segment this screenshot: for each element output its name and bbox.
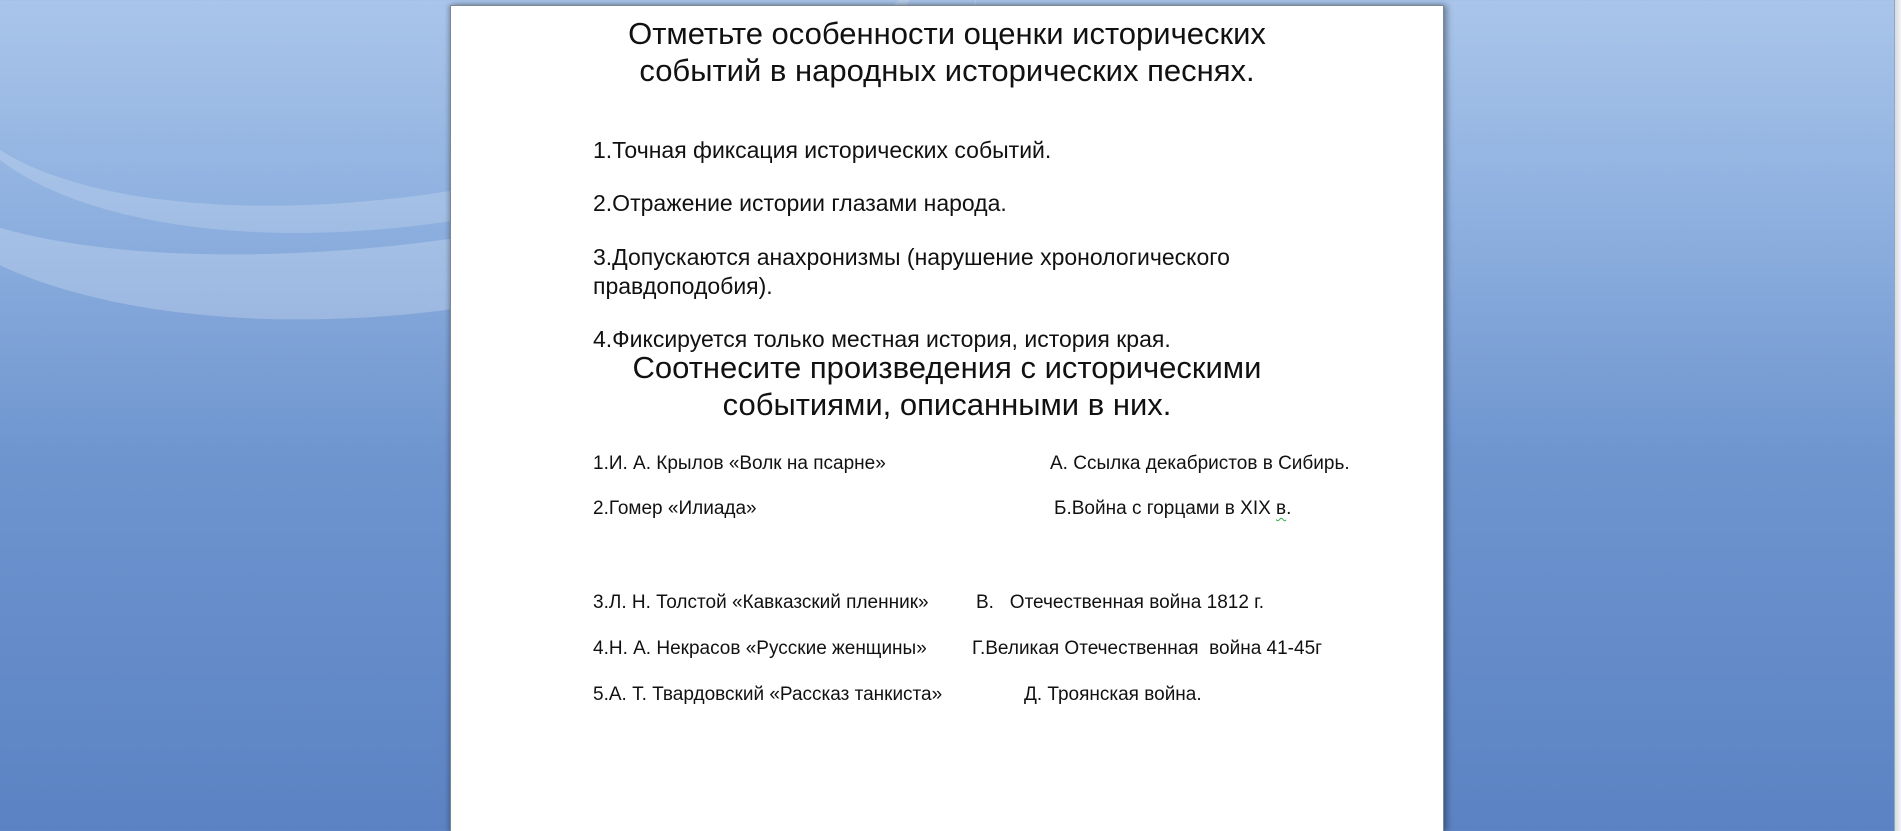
- event-item-b: [1054, 498, 1291, 520]
- heading-features: [451, 15, 1443, 89]
- document-page: [450, 5, 1444, 831]
- heading-matching-line-1: Соотнесите произведения с историческими: [632, 350, 1262, 385]
- event-item-g: Г.Великая Отечественная война 41-45г: [972, 638, 1323, 659]
- work-item-3: 3.Л. Н. Толстой «Кавказский пленник»: [593, 592, 929, 613]
- work-item-2: 2.Гомер «Илиада»: [593, 498, 757, 519]
- event-item-v: В. Отечественная война 1812 г.: [976, 592, 1265, 613]
- event-item-a: А. Ссылка декабристов в Сибирь.: [1050, 453, 1350, 474]
- heading-matching-line-2: событиями, описанными в них.: [722, 387, 1172, 422]
- event-item-b-text: Б.Война с горцами в XIX: [1054, 498, 1277, 519]
- heading-matching: [451, 349, 1443, 423]
- feature-item-2: 2.Отражение истории глазами народа.: [593, 190, 1007, 216]
- feature-item-3: 3.Допускаются анахронизмы (нарушение хронологического: [593, 244, 1230, 270]
- feature-item-1: 1.Точная фиксация исторических событий.: [593, 137, 1052, 163]
- event-item-b-end: .: [1286, 498, 1292, 519]
- work-item-5: 5.А. Т. Твардовский «Рассказ танкиста»: [593, 684, 943, 705]
- vertical-scrollbar[interactable]: [1894, 0, 1901, 831]
- spellcheck-flag[interactable]: в: [1276, 498, 1287, 519]
- heading-features-line-2: событий в народных исторических песнях.: [639, 53, 1255, 88]
- feature-item-3-continuation: правдоподобия).: [593, 273, 773, 299]
- feature-item-4: 4.Фиксируется только местная история, история края.: [593, 326, 1171, 352]
- heading-features-line-1: Отметьте особенности оценки исторических: [628, 16, 1266, 51]
- work-item-1: 1.И. А. Крылов «Волк на псарне»: [593, 453, 886, 474]
- event-item-d: Д. Троянская война.: [1024, 684, 1202, 705]
- work-item-4: 4.Н. А. Некрасов «Русские женщины»: [593, 638, 927, 659]
